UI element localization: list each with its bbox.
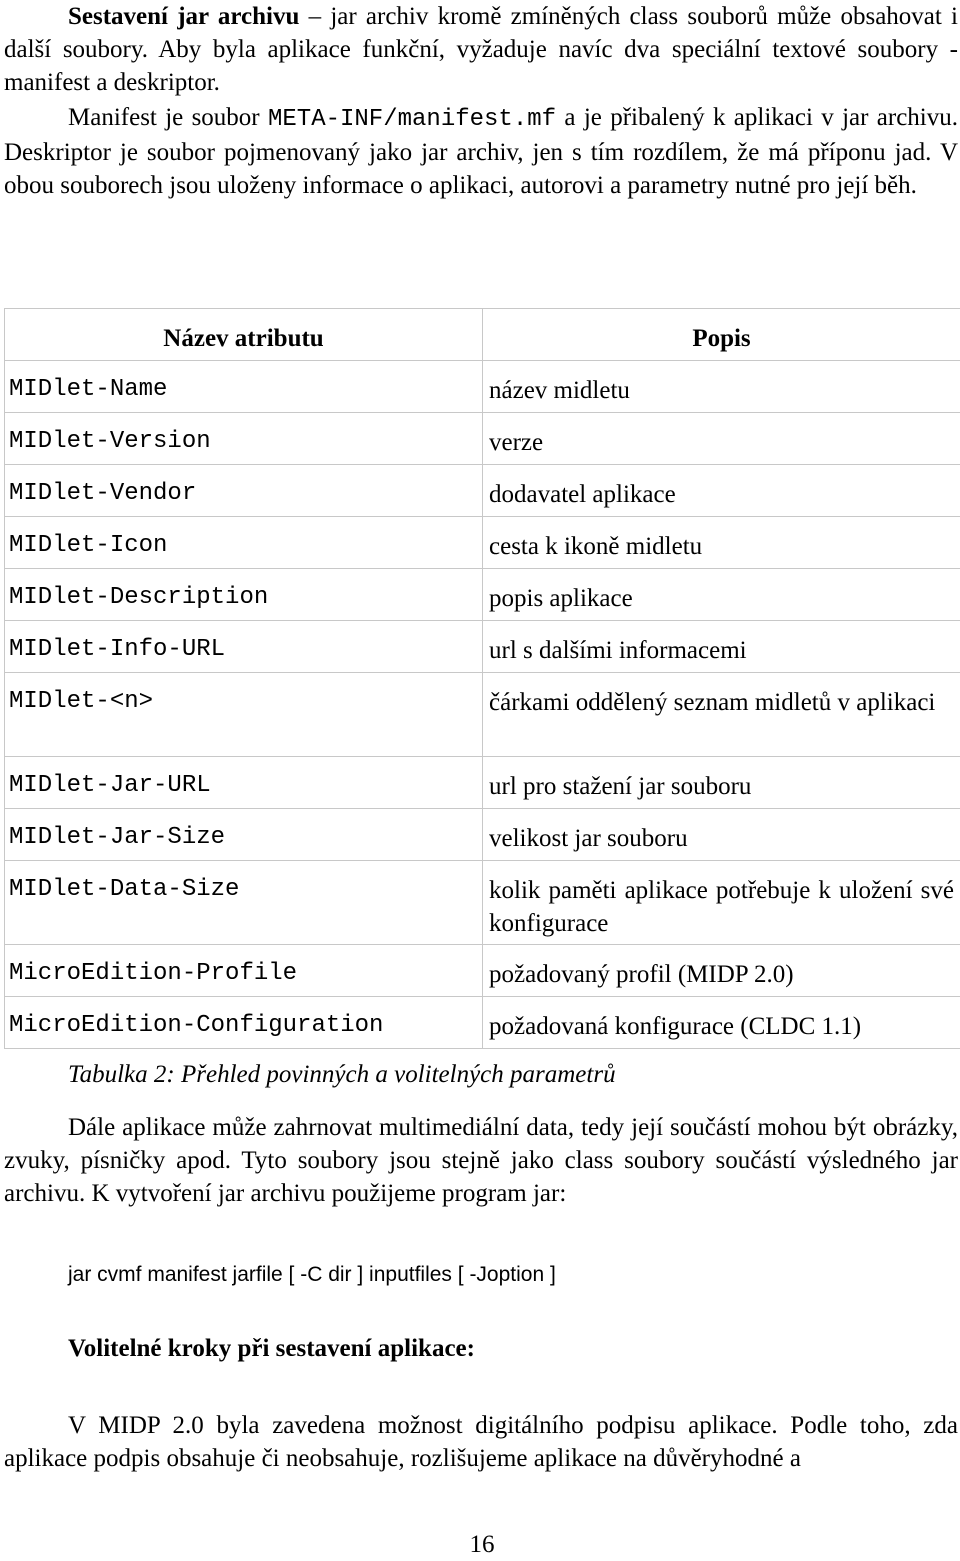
attribute-description: dodavatel aplikace [483, 465, 960, 517]
table-row [5, 569, 960, 621]
attribute-name: MIDlet-Info-URL [5, 621, 483, 673]
attribute-name: MIDlet-Vendor [5, 465, 483, 517]
attribute-name: MIDlet-Jar-Size [5, 809, 483, 861]
manifest-code-ext: .mf [513, 106, 556, 133]
attribute-description: kolik paměti aplikace potřebuje k uložení své konfigurace [483, 861, 960, 945]
attribute-description: url s dalšími informacemi [483, 621, 960, 673]
attribute-description: popis aplikace [483, 569, 960, 621]
section-heading: Volitelné kroky při sestavení aplikace: [68, 1332, 475, 1365]
attribute-description: verze [483, 413, 960, 465]
attribute-name: MIDlet-Data-Size [5, 861, 483, 945]
manifest-paragraph [4, 101, 958, 202]
table-row [5, 997, 960, 1049]
table-row [5, 465, 960, 517]
table-row [5, 945, 960, 997]
table-header-row [5, 309, 960, 361]
attribute-name: MIDlet-Jar-URL [5, 757, 483, 809]
attribute-description: požadovaná konfigurace (CLDC 1.1) [483, 997, 960, 1049]
intro-text: – jar archiv kromě zmíněných class souborů může obsahovat i další soubory. Aby byla aplikace funkční, vyžaduje navíc dva speciální textové soubory - manifest a deskriptor. [4, 3, 958, 96]
attribute-description: čárkami oddělený seznam midletů v aplikaci [483, 673, 960, 757]
attribute-description: cesta k ikoně midletu [483, 517, 960, 569]
table-row [5, 621, 960, 673]
attribute-name: MicroEdition-Configuration [5, 997, 483, 1049]
page-number: 16 [4, 1528, 960, 1561]
signature-paragraph: V MIDP 2.0 byla zavedena možnost digitálního podpisu aplikace. Podle toho, zda aplikace podpis obsahuje či neobsahuje, rozlišujeme aplikace na důvěryhodné a [4, 1409, 958, 1475]
header-description: Popis [483, 309, 960, 361]
attribute-name: MIDlet-Name [5, 361, 483, 413]
manifest-text-2: a je přibalený k aplikaci v jar archivu. Deskriptor je soubor pojmenovaný jako jar archiv, jen s tím rozdílem, že má příponu jad. V obou souborech jsou uloženy informace o aplikaci, autorovi a parametry nutné pro její běh. [4, 104, 958, 199]
multimedia-paragraph: Dále aplikace může zahrnovat multimediální data, tedy její součástí mohou být obrázky, zvuky, písničky apod. Tyto soubory jsou stejně jako class soubory součástí výsledného jar archivu. K vytvoření jar archivu použijeme program jar: [4, 1111, 958, 1210]
attribute-description: url pro stažení jar souboru [483, 757, 960, 809]
header-attribute-name: Název atributu [5, 309, 483, 361]
jar-command: jar cvmf manifest jarfile [ -C dir ] inputfiles [ -Joption ] [68, 1258, 556, 1291]
table-row [5, 757, 960, 809]
attribute-name: MIDlet-Version [5, 413, 483, 465]
attribute-description: název midletu [483, 361, 960, 413]
table-row [5, 413, 960, 465]
table-caption: Tabulka 2: Přehled povinných a volitelných parametrů [68, 1058, 616, 1091]
attribute-description: požadovaný profil (MIDP 2.0) [483, 945, 960, 997]
attribute-name: MicroEdition-Profile [5, 945, 483, 997]
attribute-name: MIDlet-Description [5, 569, 483, 621]
attribute-table [4, 308, 960, 1049]
table-row [5, 517, 960, 569]
intro-paragraph [4, 0, 958, 99]
table-row [5, 361, 960, 413]
manifest-code-path: META-INF/manifest [268, 106, 513, 133]
table-row [5, 673, 960, 757]
attribute-name: MIDlet-<n> [5, 673, 483, 757]
manifest-text-1: Manifest je soubor [68, 104, 268, 131]
attribute-name: MIDlet-Icon [5, 517, 483, 569]
intro-lead: Sestavení jar archivu [68, 3, 299, 30]
attribute-description: velikost jar souboru [483, 809, 960, 861]
table-row [5, 809, 960, 861]
table-row [5, 861, 960, 945]
